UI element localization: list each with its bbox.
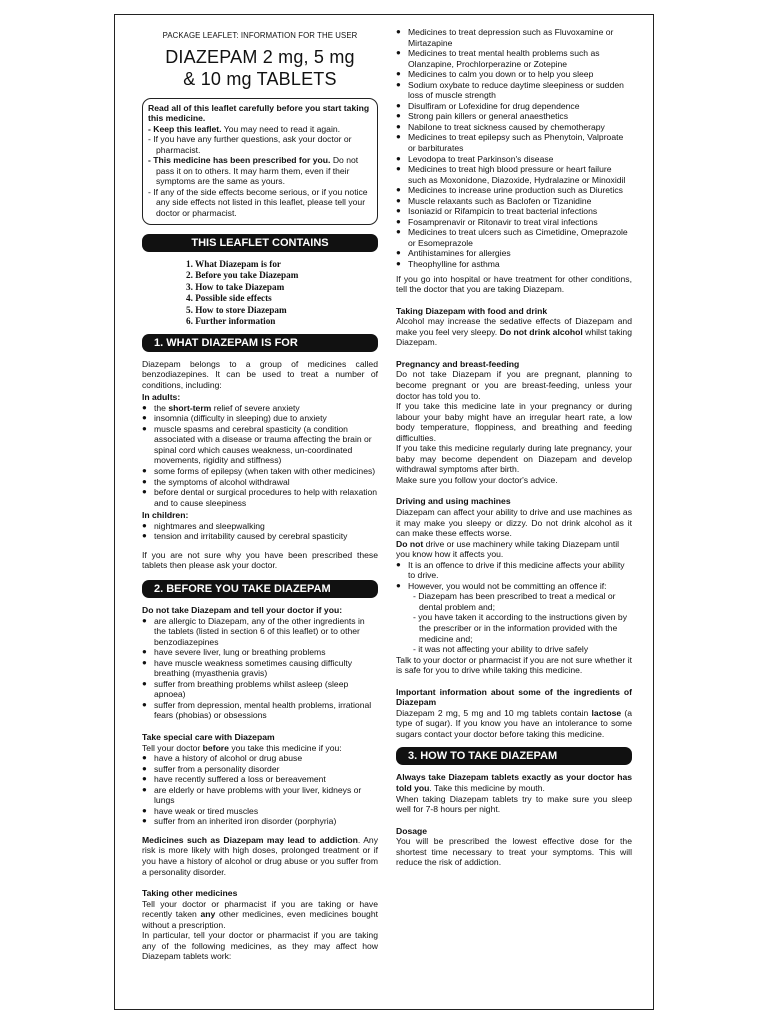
adults-label: In adults: <box>142 392 181 403</box>
warning-item: - Keep this leaflet. You may need to read it again. <box>148 123 341 134</box>
warning-intro: Read all of this leaflet carefully before you start taking this medicine. <box>148 102 370 124</box>
pregnancy-text-3: If you take this medicine regularly during late pregnancy, your baby may become dependent on Diazepam and develop withdrawal symptoms after birth. <box>396 443 632 475</box>
ingredients-label: Important information about some of the ingredients of Diazepam <box>396 686 632 708</box>
do-not-take-label: Do not take Diazepam and tell your doctor if you: <box>142 604 343 615</box>
special-care-list <box>142 753 378 827</box>
list-item: ● Medicines to treat epilepsy such as Phenytoin, Valproate or barbiturates <box>396 132 632 153</box>
list-item: ● before dental or surgical procedures to help with relaxation and to cause sleepiness <box>142 487 378 508</box>
dosage-label: Dosage <box>396 825 428 836</box>
list-item: ● muscle spasms and cerebral spasticity (a condition associated with a disease or trauma affecting the brain or spinal cord which causes weakness, un-coordinated movements, rigidity and stiffness) <box>142 424 378 466</box>
adults-list <box>142 403 378 508</box>
list-item: ● suffer from an inherited iron disorder (porphyria) <box>142 816 378 827</box>
contents-list <box>186 259 378 328</box>
section-1-outro: If you are not sure why you have been prescribed these tablets then please ask your doctor. <box>142 549 378 571</box>
list-item: ● Medicines to increase urine production such as Diuretics <box>396 185 632 196</box>
title-line-1: DIAZEPAM 2 mg, 5 mg <box>165 46 355 67</box>
children-label: In children: <box>142 510 189 521</box>
contents-item: 6. Further information <box>186 316 276 327</box>
list-item: ● Disulfiram or Lofexidine for drug dependence <box>396 101 632 112</box>
list-item: ● Medicines to treat mental health problems such as Olanzapine, Prochlorperazine or Zotepine <box>396 48 632 69</box>
dosage-text: You will be prescribed the lowest effective dose for the shortest time necessary to treat your symptoms. This will reduce the risk of addiction. <box>396 836 632 868</box>
hospital-note: If you go into hospital or have treatment for other conditions, tell the doctor that you are taking Diazepam. <box>396 273 632 295</box>
special-care-label: Take special care with Diazepam <box>142 731 275 742</box>
contents-item: 4. Possible side effects <box>186 293 272 304</box>
section-1-intro: Diazepam belongs to a group of medicines called benzodiazepines. It can be used to treat a number of conditions, including: <box>142 358 378 390</box>
list-item: ● the symptoms of alcohol withdrawal <box>142 477 378 488</box>
warning-item: - If any of the side effects become serious, or if you notice any side effects not listed in this leaflet, please tell your doctor or pharmacist. <box>148 186 368 219</box>
food-drink-label: Taking Diazepam with food and drink <box>396 305 548 316</box>
driving-text-2: Do not drive or use machinery while taking Diazepam until you know how it affects you. <box>396 538 620 560</box>
list-item: ● suffer from breathing problems whilst asleep (sleep apnoea) <box>142 679 378 700</box>
list-item: ● Medicines to treat depression such as Fluvoxamine or Mirtazapine <box>396 27 632 48</box>
driving-label: Driving and using machines <box>396 496 511 507</box>
left-column <box>142 15 378 962</box>
food-drink-text: Alcohol may increase the sedative effects of Diazepam and make you feel very sleepy. Do not drink alcohol whilst taking Diazepam. <box>396 316 632 348</box>
list-item: ● Isoniazid or Rifampicin to treat bacterial infections <box>396 206 632 217</box>
driving-conditions <box>406 591 632 654</box>
pregnancy-label: Pregnancy and breast-feeding <box>396 358 520 369</box>
warning-item: - If you have any further questions, ask your doctor or pharmacist. <box>148 134 352 155</box>
product-title <box>142 46 378 90</box>
section-1-heading: 1. WHAT DIAZEPAM IS FOR <box>142 334 378 352</box>
driving-text-1: Diazepam can affect your ability to drive and use machines as it may make you sleepy or dizzy. Do not drink alcohol as it can make these effects worse. <box>396 506 632 539</box>
list-item: ● Antihistamines for allergies <box>396 248 632 259</box>
list-item: ● Medicines to treat high blood pressure or heart failure such as Moxonidone, Diazoxide, Hydralazine or Minoxidil <box>396 164 632 185</box>
list-item: ● the short-term relief of severe anxiety <box>142 403 378 414</box>
driving-outro: Talk to your doctor or pharmacist if you are not sure whether it is safe for you to drive while taking this medicine. <box>396 654 632 676</box>
list-item: ● are allergic to Diazepam, any of the other ingredients in the tablets (listed in section 6 of this leaflet) or to other benzodiazepines <box>142 616 378 648</box>
list-item: - you have taken it according to the instructions given by the prescriber or in the information provided with the medicine and; <box>413 612 628 644</box>
list-item: ● It is an offence to drive if this medicine affects your ability to drive. <box>396 560 632 581</box>
pregnancy-text-1: Do not take Diazepam if you are pregnant, planning to become pregnant or you are breast-feeding, unless your doctor has told you to. <box>396 369 632 401</box>
list-item: ● Strong pain killers or general anaesthetics <box>396 111 632 122</box>
list-item: ● have a history of alcohol or drug abuse <box>142 753 378 764</box>
children-list <box>142 521 378 542</box>
read-leaflet-warning-box <box>142 98 378 225</box>
driving-list <box>396 560 632 592</box>
contents-item: 3. How to take Diazepam <box>186 281 285 292</box>
list-item: ● are elderly or have problems with your liver, kidneys or lungs <box>142 785 378 806</box>
pregnancy-text-4: Make sure you follow your doctor's advice. <box>396 474 558 485</box>
other-medicines-particular: In particular, tell your doctor or pharmacist if you are taking any of the following medicines, as they may affect how Diazepam tablets work: <box>142 930 378 962</box>
list-item: ● Theophylline for asthma <box>396 259 632 270</box>
addiction-warning: Medicines such as Diazepam may lead to addiction. Any risk is more likely with high doses, prolonged treatment or if you have a history of alcohol or drug abuse or you suffer from a personality disorder. <box>142 834 379 877</box>
contents-item: 2. Before you take Diazepam <box>186 270 299 281</box>
list-item: ● have recently suffered a loss or bereavement <box>142 774 378 785</box>
section-3-heading: 3. HOW TO TAKE DIAZEPAM <box>396 747 632 765</box>
list-item: ● have muscle weakness sometimes causing difficulty breathing (myasthenia gravis) <box>142 658 378 679</box>
contents-heading: THIS LEAFLET CONTAINS <box>142 234 378 252</box>
contents-item: 5. How to store Diazepam <box>186 304 287 315</box>
do-not-take-list <box>142 616 378 721</box>
title-line-2: & 10 mg TABLETS <box>183 68 337 89</box>
list-item: ● suffer from depression, mental health problems, irrational fears (phobias) or obsessions <box>142 700 378 721</box>
list-item: ● Muscle relaxants such as Baclofen or Tizanidine <box>396 196 632 207</box>
interacting-medicines-list <box>396 27 632 270</box>
list-item: ● Sodium oxybate to reduce daytime sleepiness or sudden loss of muscle strength <box>396 80 632 101</box>
section-2-heading: 2. BEFORE YOU TAKE DIAZEPAM <box>142 580 378 598</box>
list-item: ● have weak or tired muscles <box>142 806 378 817</box>
list-item: ● However, you would not be committing an offence if: <box>396 581 632 592</box>
special-care-intro: Tell your doctor before you take this medicine if you: <box>142 742 342 753</box>
right-column <box>396 27 632 868</box>
always-take-text: Always take Diazepam tablets exactly as your doctor has told you. Take this medicine by mouth. <box>396 772 632 793</box>
other-medicines-label: Taking other medicines <box>142 888 238 899</box>
other-medicines-text: Tell your doctor or pharmacist if you are taking or have recently taken any other medicines, even medicines bought without a prescription. <box>142 898 378 930</box>
list-item: ● Fosamprenavir or Ritonavir to treat viral infections <box>396 217 632 228</box>
list-item: ● have severe liver, lung or breathing problems <box>142 647 378 658</box>
warning-item: - This medicine has been prescribed for you. Do not pass it on to others. It may harm them, even if their symptoms are the same as yours. <box>148 155 359 187</box>
list-item: ● Medicines to calm you down or to help you sleep <box>396 69 632 80</box>
list-item: ● insomnia (difficulty in sleeping) due to anxiety <box>142 413 378 424</box>
list-item: ● nightmares and sleepwalking <box>142 521 378 532</box>
leaflet-page <box>114 14 654 1010</box>
contents-item: 1. What Diazepam is for <box>186 258 282 269</box>
list-item: ● Medicines to treat ulcers such as Cimetidine, Omeprazole or Esomeprazole <box>396 227 632 248</box>
list-item: - it was not affecting your ability to drive safely <box>413 644 589 655</box>
list-item: ● suffer from a personality disorder <box>142 764 378 775</box>
pregnancy-text-2: If you take this medicine late in your pregnancy or during labour your baby might have an irregular heart rate, a low body temperature, floppiness, and breathing and feeding difficulties. <box>396 401 632 443</box>
ingredients-text: Diazepam 2 mg, 5 mg and 10 mg tablets contain lactose (a type of sugar). If you know you have an intolerance to some sugars contact your doctor before taking this medicine. <box>396 707 632 739</box>
list-item: ● Levodopa to treat Parkinson's disease <box>396 154 632 165</box>
list-item: ● Nabilone to treat sickness caused by chemotherapy <box>396 122 632 133</box>
list-item: - Diazepam has been prescribed to treat a medical or dental problem and; <box>413 591 616 612</box>
sleep-text: When taking Diazepam tablets try to make sure you sleep well for 7-8 hours per night. <box>396 793 632 815</box>
package-leaflet-label: PACKAGE LEAFLET: INFORMATION FOR THE USER <box>162 31 358 40</box>
list-item: ● tension and irritability caused by cerebral spasticity <box>142 531 378 542</box>
list-item: ● some forms of epilepsy (when taken with other medicines) <box>142 466 378 477</box>
